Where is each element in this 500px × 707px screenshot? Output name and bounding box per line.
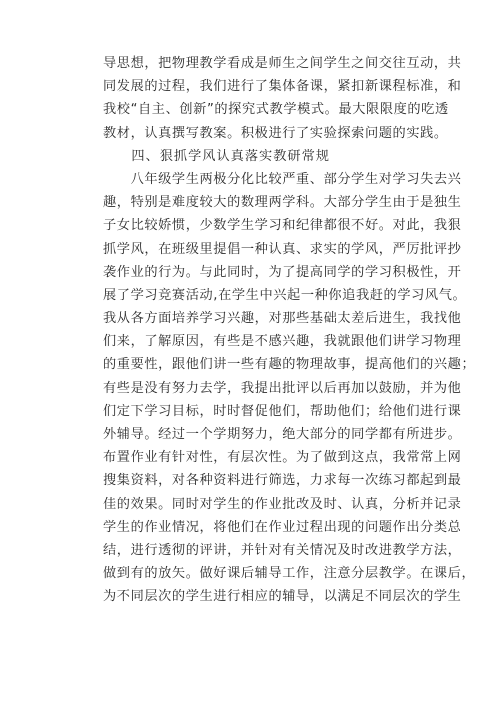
text-line: 们定下学习目标，时时督促他们，帮助他们；给他们进行课: [103, 403, 462, 419]
text-line: 学生的作业情况，将他们在作业过程出现的问题作出分类总: [103, 519, 462, 535]
text-line: 做到有的放矢。做好课后辅导工作，注意分层教学。在课后，: [103, 566, 476, 582]
text-line: 外辅导。经过一个学期努力，绝大部分的同学都有所进步。: [103, 427, 462, 442]
text-line: 的重要性，跟他们讲一些有趣的物理故事，提高他们的兴趣；: [103, 357, 476, 373]
text-line: 我从各方面培养学习兴趣，对那些基础太差后进生，我找他: [103, 311, 462, 327]
section-heading: 四、狠抓学风认真落实教研常规: [103, 148, 330, 164]
text-line: 同发展的过程，我们进行了集体备课，紧扣新课程标准，和: [103, 79, 462, 95]
text-line: 佳的效果。同时对学生的作业批改及时、认真，分析并记录: [103, 496, 462, 512]
text-line: 有些是没有努力去学，我提出批评以后再加以鼓励，并为他: [103, 380, 462, 396]
text-line: 展了学习竞赛活动,在学生中兴起一种你追我赶的学习风气。: [103, 287, 467, 303]
text-line: 教材，认真撰写教案。积极进行了实验探索问题的实践。: [103, 125, 448, 141]
text-line: 袭作业的行为。与此同时，为了提高同学的学习积极性，开: [103, 264, 462, 280]
text-line: 导思想，把物理教学看成是师生之间学生之间交往互动，共: [103, 56, 462, 71]
text-line: 我校“自主、创新”的探究式教学模式。最大限限度的吃透: [103, 102, 449, 118]
text-line: 布置作业有针对性，有层次性。为了做到这点，我常常上网: [103, 450, 462, 466]
text-line: 搜集资料，对各种资料进行筛选，力求每一次练习都起到最: [103, 473, 462, 489]
text-line: 们来，了解原因，有些是不感兴趣，我就跟他们讲学习物理: [103, 334, 462, 350]
text-line: 抓学风，在班级里提倡一种认真、求实的学风，严厉批评抄: [103, 241, 462, 257]
text-line: 趣，特别是难度较大的数理两学科。大部分学生由于是独生: [103, 195, 462, 211]
text-line: 结，进行透彻的评讲，并针对有关情况及时改进教学方法，: [103, 542, 462, 558]
text-line: 子女比较娇惯，少数学生学习和纪律都很不好。对此，我狠: [103, 218, 462, 234]
body-text: [103, 52, 476, 609]
text-line: 八年级学生两极分化比较严重、部分学生对学习失去兴: [103, 171, 462, 187]
text-line: 为不同层次的学生进行相应的辅导，以满足不同层次的学生: [103, 589, 462, 605]
